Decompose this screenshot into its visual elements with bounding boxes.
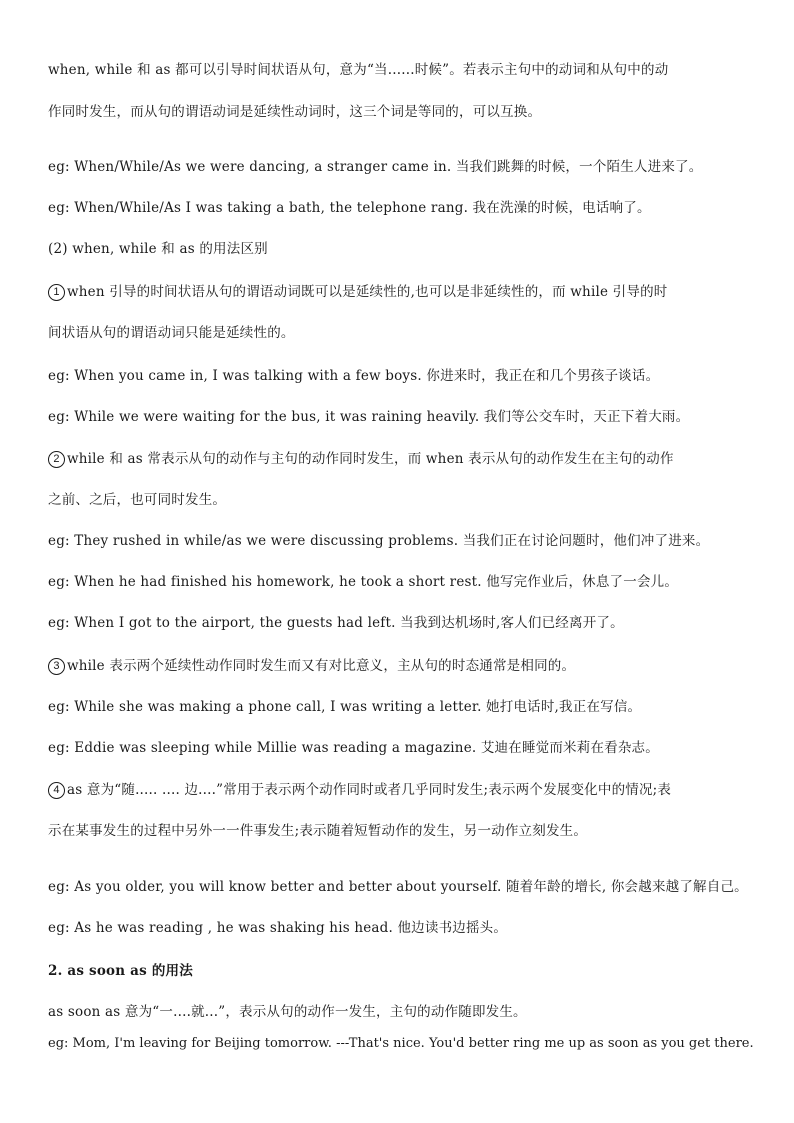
example-line: eg: When you came in, I was talking with a few boys. 你进来时，我正在和几个男孩子谈话。 [48, 368, 660, 384]
paragraph-line: as soon as 意为“一....就...”，表示从句的动作一发生，主句的动作随即发生。 [48, 1004, 527, 1020]
circled-number-1: 1 [48, 284, 65, 301]
rule-text: when 引导的时间状语从句的谓语动词既可以是延续性的,也可以是非延续性的，而 while 引导的时 [67, 284, 668, 300]
paragraph-line: when, while 和 as 都可以引导时间状语从句，意为“当......时候”。若表示主句中的动词和从句中的动 [48, 62, 669, 78]
section-heading: 2. as soon as 的用法 [48, 963, 193, 979]
rule-item-3 [48, 656, 748, 676]
section-subheading: (2) when, while 和 as 的用法区别 [48, 241, 268, 257]
circled-number-3: 3 [48, 658, 65, 675]
example-line: eg: While we were waiting for the bus, it was raining heavily. 我们等公交车时，天正下着大雨。 [48, 409, 690, 425]
example-line: eg: While she was making a phone call, I was writing a letter. 她打电话时,我正在写信。 [48, 699, 642, 715]
example-line: eg: As he was reading , he was shaking his head. 他边读书边摇头。 [48, 920, 508, 936]
example-line: eg: When/While/As we were dancing, a stranger came in. 当我们跳舞的时候，一个陌生人进来了。 [48, 159, 703, 175]
circled-number-2: 2 [48, 451, 65, 468]
example-line: eg: They rushed in while/as we were discussing problems. 当我们正在讨论问题时，他们冲了进来。 [48, 533, 710, 549]
rule-text: while 和 as 常表示从句的动作与主句的动作同时发生，而 when 表示从句的动作发生在主句的动作 [67, 451, 674, 467]
rule-text: while 表示两个延续性动作同时发生而又有对比意义，主从句的时态通常是相同的。 [67, 658, 576, 674]
rule-item-2 [48, 449, 748, 469]
paragraph-line: 示在某事发生的过程中另外一一件事发生;表示随着短暂动作的发生，另一动作立刻发生。 [48, 823, 588, 839]
rule-item-1 [48, 282, 748, 302]
example-line: eg: As you older, you will know better and better about yourself. 随着年龄的增长, 你会越来越了解自己。 [48, 879, 748, 895]
example-line: eg: Mom, I'm leaving for Beijing tomorrow. ---That's nice. You'd better ring me up as soon as you get there. [48, 1036, 754, 1051]
paragraph-line: 间状语从句的谓语动词只能是延续性的。 [48, 325, 295, 341]
circled-number-4: 4 [48, 782, 65, 799]
rule-text: as 意为“随..... .... 边....”常用于表示两个动作同时或者几乎同时发生;表示两个发展变化中的情况;表 [67, 782, 672, 798]
paragraph-line: 之前、之后，也可同时发生。 [48, 492, 227, 508]
example-line: eg: When I got to the airport, the guests had left. 当我到达机场时,客人们已经离开了。 [48, 615, 624, 631]
paragraph-line: 作同时发生，而从句的谓语动词是延续性动词时，这三个词是等同的，可以互换。 [48, 104, 542, 120]
example-line: eg: Eddie was sleeping while Millie was reading a magazine. 艾迪在睡觉而米莉在看杂志。 [48, 740, 659, 756]
rule-item-4 [48, 780, 748, 800]
example-line: eg: When/While/As I was taking a bath, the telephone rang. 我在洗澡的时候，电话响了。 [48, 200, 651, 216]
example-line: eg: When he had finished his homework, he took a short rest. 他写完作业后，休息了一会儿。 [48, 574, 679, 590]
